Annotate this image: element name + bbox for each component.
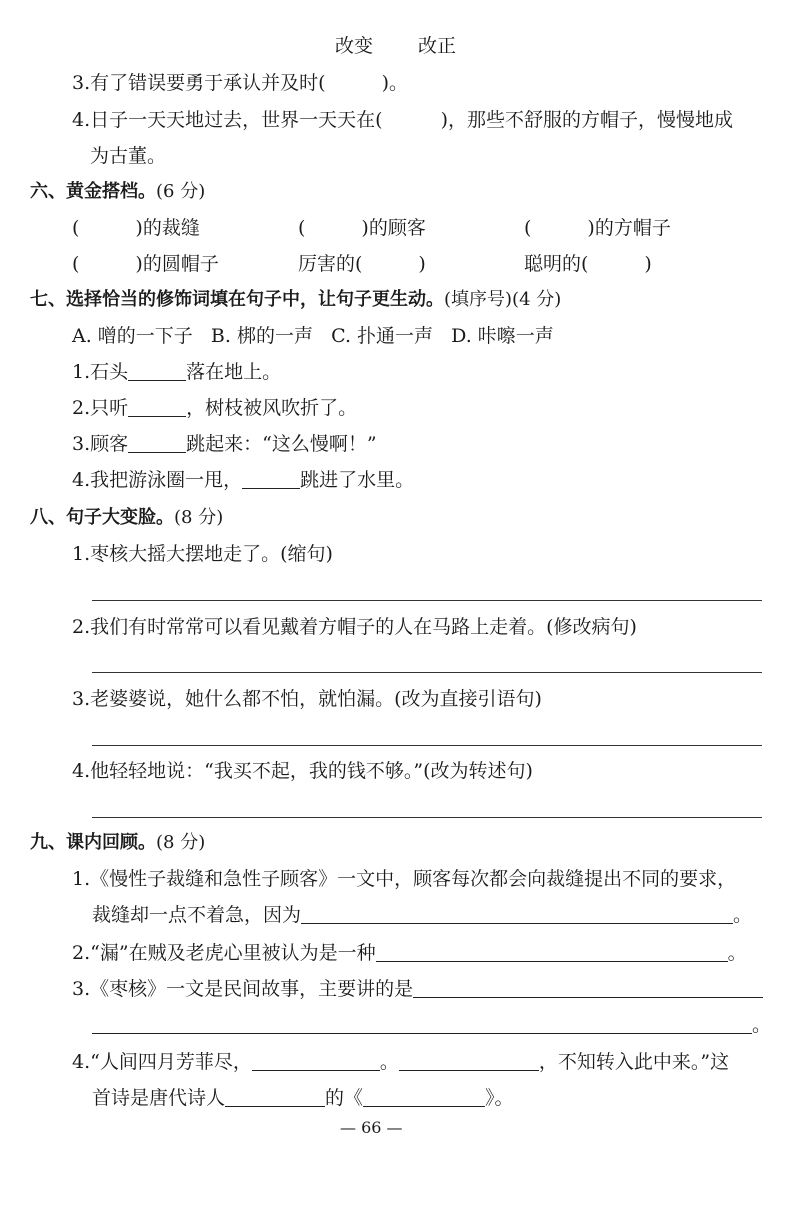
fill-blank[interactable]	[301, 903, 733, 924]
section-title: 九、课内回顾。	[30, 832, 156, 853]
item-number: 3.	[72, 688, 91, 710]
item-text: 老婆婆说，她什么都不怕，就怕漏。(改为直接引语句)	[90, 688, 542, 710]
fill-blank[interactable]	[92, 1013, 752, 1034]
item-text: 枣核大摇大摆地走了。(缩句)	[90, 543, 333, 565]
item-end: 。	[727, 942, 747, 964]
q9-item-2	[72, 940, 747, 966]
section-points: (8 分)	[156, 832, 206, 853]
item-end: 。	[752, 1014, 772, 1036]
item-number: 2.	[72, 942, 91, 964]
item-number: 3.	[72, 978, 91, 1000]
q7-item-2	[72, 395, 357, 421]
item-end: 》。	[485, 1087, 514, 1109]
word-gaibian: 改变	[335, 35, 374, 57]
phrase: 厉害的(	[298, 253, 363, 275]
q9-item-1-cont	[92, 902, 752, 928]
answer-line[interactable]	[92, 672, 762, 673]
item-number: 4.	[72, 469, 91, 491]
phrase: 聪明的(	[524, 253, 589, 275]
phrase: )的方帽子	[587, 217, 671, 239]
section-points: (8 分)	[174, 507, 224, 528]
paren-open: (	[72, 253, 80, 275]
phrase: )的圆帽子	[135, 253, 219, 275]
poem-line-end: ，不知转入此中来。”这	[538, 1051, 730, 1073]
item-text-cont: )，那些不舒服的方帽子，慢慢地成	[440, 109, 733, 131]
q6-row1-col3	[524, 215, 671, 241]
item-number: 2.	[72, 616, 91, 638]
item-text: 有了错误要勇于承认并及时(	[90, 72, 326, 94]
section-7-heading	[30, 287, 561, 313]
item-text: 日子一天天地过去，世界一天天在(	[90, 109, 383, 131]
item-text: 《慢性子裁缝和急性子顾客》一文中，顾客每次都会向裁缝提出不同的要求，	[90, 868, 737, 890]
item-number: 3.	[72, 72, 91, 94]
item-tail: )。	[381, 72, 408, 94]
section-9-heading	[30, 830, 205, 856]
section-points: (6 分)	[156, 181, 206, 202]
item-post: ，树枝被风吹折了。	[186, 397, 358, 419]
fill-blank[interactable]	[128, 432, 186, 453]
fill-blank[interactable]	[252, 1050, 380, 1071]
q7-options: A. 噌的一下子 B. 梆的一声 C. 扑通一声 D. 咔嚓一声	[72, 325, 554, 347]
q7-item-3	[72, 431, 377, 457]
item-text: 《枣核》一文是民间故事，主要讲的是	[90, 978, 414, 1000]
q9-item-4-cont	[92, 1085, 514, 1111]
q8-item-4	[72, 758, 533, 784]
q8-item-1	[72, 541, 333, 567]
fill-blank[interactable]	[399, 1050, 539, 1071]
q6-row1-col1	[72, 215, 200, 241]
paren-close: )	[418, 253, 426, 275]
q8-item-2	[72, 614, 637, 640]
item-number: 1.	[72, 361, 91, 383]
item-number: 4.	[72, 760, 91, 782]
item-number: 1.	[72, 543, 91, 565]
item-text: 我们有时常常可以看见戴着方帽子的人在马路上走着。(修改病句)	[90, 616, 637, 638]
item-pre: 只听	[90, 397, 129, 419]
word-gaizheng: 改正	[418, 35, 457, 57]
item-text: 他轻轻地说：“我买不起，我的钱不够。”(改为转述句)	[90, 760, 533, 782]
answer-line[interactable]	[92, 600, 762, 601]
punct: 。	[379, 1051, 399, 1073]
item-text: 的《	[325, 1087, 364, 1109]
q5-item-4-cont: 为古董。	[90, 145, 167, 167]
section-points: (4 分)	[512, 289, 562, 310]
page-number: — 66 —	[340, 1118, 403, 1137]
q6-row2-col2	[298, 251, 426, 277]
poem-line-start: “人间四月芳菲尽，	[90, 1051, 252, 1073]
section-6-heading	[30, 179, 205, 205]
phrase: )的裁缝	[135, 217, 200, 239]
answer-line[interactable]	[92, 817, 762, 818]
item-text-cont: 首诗是唐代诗人	[92, 1087, 226, 1109]
item-pre: 石头	[90, 361, 129, 383]
q6-row1-col2	[298, 215, 426, 241]
item-number: 4.	[72, 1051, 91, 1073]
q9-item-3	[72, 976, 763, 1002]
q9-item-4	[72, 1049, 729, 1075]
poem-title-blank[interactable]	[363, 1086, 485, 1107]
item-text: “漏”在贼及老虎心里被认为是一种	[90, 942, 376, 964]
q9-item-3-cont	[92, 1012, 771, 1038]
q5-item-3	[72, 70, 408, 96]
q9-item-1	[72, 866, 736, 892]
poet-blank[interactable]	[225, 1086, 325, 1107]
section-title: 六、黄金搭档。	[30, 181, 156, 202]
section-hint: (填序号)	[444, 289, 513, 310]
item-pre: 顾客	[90, 433, 129, 455]
section-8-heading	[30, 505, 223, 531]
phrase: )的顾客	[361, 217, 426, 239]
paren-open: (	[524, 217, 532, 239]
fill-blank[interactable]	[242, 468, 300, 489]
item-number: 3.	[72, 433, 91, 455]
fill-blank[interactable]	[128, 360, 186, 381]
paren-open: (	[298, 217, 306, 239]
paren-close: )	[644, 253, 652, 275]
q6-row2-col1	[72, 251, 219, 277]
item-post: 跳进了水里。	[300, 469, 415, 491]
item-number: 4.	[72, 109, 91, 131]
item-text-cont: 裁缝却一点不着急，因为	[92, 904, 302, 926]
fill-blank[interactable]	[128, 396, 186, 417]
q7-item-4	[72, 467, 414, 493]
item-post: 落在地上。	[186, 361, 282, 383]
q5-item-4	[72, 107, 733, 133]
q7-item-1	[72, 359, 281, 385]
fill-blank[interactable]	[376, 941, 728, 962]
fill-blank[interactable]	[413, 977, 763, 998]
paren-open: (	[72, 217, 80, 239]
item-post: 跳起来：“这么慢啊！”	[186, 433, 377, 455]
answer-line[interactable]	[92, 745, 762, 746]
q8-item-3	[72, 686, 542, 712]
section-title: 七、选择恰当的修饰词填在句子中，让句子更生动。	[30, 289, 444, 310]
q6-row2-col3	[524, 251, 652, 277]
section-title: 八、句子大变脸。	[30, 507, 174, 528]
item-end: 。	[733, 904, 753, 926]
item-number: 2.	[72, 397, 91, 419]
item-pre: 我把游泳圈一甩，	[90, 469, 243, 491]
item-number: 1.	[72, 868, 91, 890]
